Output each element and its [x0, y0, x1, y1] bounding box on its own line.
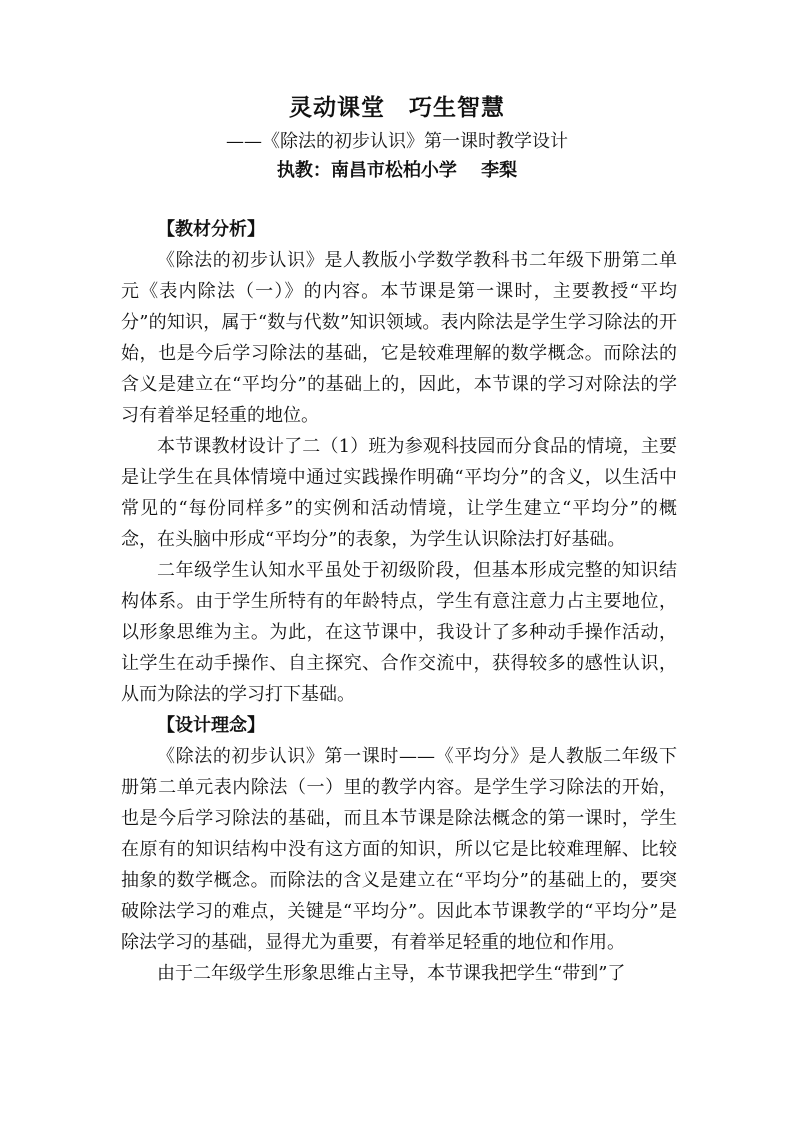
document-subtitle: ——《除法的初步认识》第一课时教学设计 [226, 131, 568, 152]
document-author: 执教：南昌市松柏小学 李梨 [276, 160, 518, 181]
paragraph: 《除法的初步认识》是人教版小学数学教科书二年级下册第二单元《表内除法（一）》的内容。本节课是第一课时，主要教授“平均分”的知识，属于“数与代数”知识领域。表内除法是学生学习除法的开始，也是今后学习除法的基础，它是较难理解的数学概念。而除法的含义是建立在“平均分”的基础上的，因此，本节课的学习对除法的学习有着举足轻重的地位。 [121, 250, 677, 426]
document-title: 灵动课堂 巧生智慧 [289, 94, 505, 121]
paragraph: 《除法的初步认识》第一课时——《平均分》是人教版二年级下册第二单元表内除法（一）里的教学内容。是学生学习除法的开始，也是今后学习除法的基础，而且本节课是除法概念的第一课时，学生在原有的知识结构中没有这方面的知识，所以它是比较难理解、比较抽象的数学概念。而除法的含义是建立在“平均分”的基础上的，要突破除法学习的难点，关键是“平均分”。因此本节课教学的“平均分”是除法学习的基础，显得尤为重要，有着举足轻重的地位和作用。 [121, 746, 677, 953]
paragraph: 二年级学生认知水平虽处于初级阶段，但基本形成完整的知识结构体系。由于学生所特有的年龄特点，学生有意注意力占主要地位，以形象思维为主。为此，在这节课中，我设计了多种动手操作活动，让学生在动手操作、自主探究、合作交流中，获得较多的感性认识，从而为除法的学习打下基础。 [121, 560, 677, 705]
document-body [121, 214, 677, 989]
paragraph: 本节课教材设计了二（1）班为参观科技园而分食品的情境，主要是让学生在具体情境中通过实践操作明确“平均分”的含义，以生活中常见的“每份同样多”的实例和活动情境，让学生建立“平均分”的概念，在头脑中形成“平均分”的表象，为学生认识除法打好基础。 [121, 436, 677, 550]
paragraph: 由于二年级学生形象思维占主导，本节课我把学生“带到”了 [157, 963, 626, 984]
section-heading-design-concept: 【设计理念】 [157, 715, 265, 736]
section-heading-textbook-analysis: 【教材分析】 [157, 219, 265, 240]
